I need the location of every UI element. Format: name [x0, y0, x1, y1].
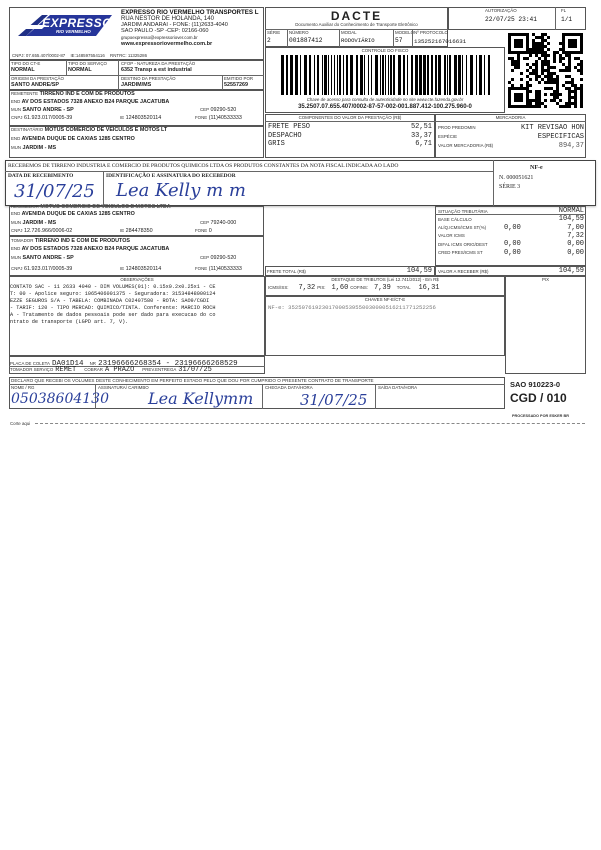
emitido-value: 52557269	[224, 82, 248, 88]
cobrar-value: A PRAZO	[104, 366, 135, 374]
prev-label: PREV.ENTREGA	[142, 367, 177, 372]
recebedor-ie: 284478350	[125, 228, 153, 234]
recebedor-cnpj: 12.726.966/0006-02	[23, 228, 73, 234]
especie-value: ESPECIFICAS	[537, 133, 584, 141]
receipt-header: RECEBEMOS DE TIRRENO INDUSTRIA E COMERCIO DE PRODUTOS QUIMICOS LTDA OS PRODUTOS CONSTANTES DA NOTA FISCAL INDICADA AO LADO	[8, 163, 399, 169]
tributo-value: 0,00	[567, 248, 584, 257]
numero-label: NÚMERO	[289, 30, 309, 35]
icms-label: ICMS/ISS:	[268, 285, 289, 290]
tipo-servico-value: NORMAL	[68, 67, 92, 73]
qr-code-icon	[508, 33, 583, 108]
address-line: www.expressoriovermelho.com.br	[121, 40, 213, 47]
handwritten-receipt-date: 31/07/25	[14, 181, 95, 202]
destino-value: JARDIM/MS	[121, 82, 152, 88]
barcode-icon	[281, 55, 491, 95]
obs-line: A - Tratamento de dados pessoais pode ser dado para execucao do co	[10, 312, 216, 318]
cgd-code: CGD / 010	[510, 391, 567, 405]
handwritten-date: 31/07/25	[300, 391, 368, 409]
recebedor-end: AVENIDA DUQUE DE CAXIAS 1285 CENTRO	[21, 211, 135, 217]
componente-value: 33,37	[410, 131, 432, 140]
address-line: grupoexpresso@expressoriover.com.br	[121, 34, 198, 40]
modal-label: MODAL	[341, 30, 357, 35]
address-line: RUA NESTOR DE HOLANDA, 140	[121, 16, 214, 22]
emitente-rntrc: RNTRC: 11325286	[110, 53, 148, 58]
cofins-value: 7,39	[374, 284, 391, 292]
placa-label: PLACA DE COLETA	[10, 361, 50, 366]
componente-name: DESPACHO	[268, 131, 302, 140]
qr-code	[508, 33, 583, 108]
tributo-row	[438, 240, 584, 248]
declaracao-text: DECLARO QUE RECEBI OS VOLUMES DESTE CONHECIMENTO EM PERFEITO ESTADO PELO QUE DOU POR CUMPRIDO O PRESENTE CONTRATO DE TRANSPORTE	[11, 378, 374, 383]
nr-label: NR	[89, 361, 96, 366]
tributo-row	[438, 215, 584, 223]
nr-value: 23196666268354 - 23196666268529	[98, 360, 238, 368]
valor-receber-value: 104,59	[558, 267, 584, 275]
componente-value: 52,51	[410, 123, 432, 131]
tributo-row	[438, 223, 584, 231]
componente-row	[268, 132, 432, 141]
nfe-serie: SÉRIE 3	[499, 184, 521, 190]
servico-value: REMET	[55, 366, 77, 374]
recebedor-label: RECEBEDOR	[11, 204, 39, 209]
destinatario-label: DESTINATÁRIO	[11, 127, 44, 132]
corte-label: Corte aqui	[10, 421, 31, 426]
componente-row	[268, 123, 432, 132]
chave-note: Chave de acesso para consulta de autenticidade no site www.cte.fazenda.gov.br	[306, 97, 464, 102]
obs-line: T: 00 - Apolice seguro: 1065406001375 - Seguradora: 31534848000124	[10, 291, 216, 297]
protocolo-label: Nº PROTOCOLO	[414, 30, 448, 35]
nome-rg-label: NOME / RG	[11, 385, 35, 390]
remetente-name: TIRRENO IND E COM DE PRODUTOS	[39, 91, 135, 97]
remetente-ie: 124803520114	[125, 115, 162, 121]
destino-label: DESTINO DA PRESTAÇÃO	[121, 76, 176, 81]
destinatario-name: MOTUS COMERCIO DE VEICULOS E MOTOS LT	[44, 127, 168, 133]
serie-value: 2	[267, 37, 271, 44]
tributo-label: VALOR ICMS	[438, 233, 465, 239]
total-tributos-value: 16,31	[418, 284, 440, 292]
emitente-cnpj: CNPJ: 07.655.407/0002-87	[12, 53, 66, 58]
emitido-label: EMITIDO POR	[224, 76, 254, 81]
logo-subtext: RIO VERMELHO	[56, 29, 91, 34]
saida-label: SAÍDA DATA/HORA	[378, 385, 418, 390]
autorizacao-label: AUTORIZAÇÃO	[485, 8, 517, 13]
tributo-label: CRED PRES/ICMS ST	[438, 250, 483, 256]
identificacao-label: IDENTIFICAÇÃO E ASSINATURA DO RECEBEDOR	[106, 173, 236, 179]
remetente-end: AV DOS ESTADOS 7328 ANEXO B24 PARQUE JACATUBA	[21, 99, 170, 105]
emitente-ids	[12, 53, 147, 58]
assinatura-label: ASSINATURA/ CARIMBO	[98, 385, 149, 390]
handwritten-rg: 05038604130	[11, 391, 109, 407]
observacoes-label: OBSERVAÇÕES	[120, 277, 154, 282]
cfop-value: 6352 Transp a est industrial	[121, 67, 192, 73]
chaves-label: CHAVES NF-E/CT-E	[364, 297, 406, 302]
remetente-mun: SANTO ANDRE - SP	[22, 107, 74, 113]
origem-value: SANTO ANDRE/SP	[11, 82, 59, 88]
destaque-label: DESTAQUE DE TRIBUTOS (Lei 12.741/2012) - Em R$	[331, 277, 439, 282]
prod-label: PROD PREDOMIN	[438, 125, 476, 130]
tributo-value: 7,00	[567, 223, 584, 232]
autorizacao-value: 22/07/25 23:41	[485, 16, 537, 23]
tomador-cnpj: 61.923.017/0005-39	[23, 266, 73, 272]
obs-line: - TARIF: 120 - TIPO MERCAD: QUIMICO/TINTA. Conferente: MARCIO ROCH	[10, 305, 216, 311]
total-tributos-label: TOTAL	[396, 285, 411, 290]
recebedor-fone: 0	[208, 228, 212, 234]
pix-label: PIX	[541, 277, 550, 282]
tomador-mun: SANTO ANDRE - SP	[22, 255, 74, 261]
tributo-value: 104,59	[558, 215, 584, 224]
placa-value: DA01D14	[52, 360, 84, 368]
nfe-label: NF-e	[530, 165, 543, 171]
valor-receber-label: VALOR A RECEBER (R$)	[438, 269, 489, 274]
tributo-pct: 0,00	[504, 248, 521, 257]
destinatario-end: AVENIDA DUQUE DE CAXIAS 1285 CENTRO	[21, 136, 135, 142]
handwritten-receipt-signature: Lea Kelly m m	[116, 180, 246, 201]
mercadoria-label: MERCADORIA	[495, 115, 526, 120]
tomador-label: TOMADOR	[11, 238, 34, 243]
recebedor-name: MOTUS COMERCIO DE VEICULOS E MOTOS LTDA	[40, 204, 171, 210]
tributo-label: BASE CÁLCULO	[438, 216, 472, 222]
componentes-list	[268, 123, 432, 149]
cobrar-label: COBRAR	[84, 367, 103, 372]
address-line: JARDIM ANDARAI - FONE: (11)2633-4040	[121, 22, 228, 29]
sao-code: SAO 910223-0	[510, 380, 561, 389]
especie-label: ESPÉCIE	[438, 134, 458, 139]
tomador-ie: 124803520114	[125, 266, 162, 272]
observacoes-text	[10, 284, 264, 326]
tomador-name: TIRRENO IND E COM DE PRODUTOS	[34, 238, 131, 244]
pis-value: 1,60	[331, 284, 349, 292]
remetente-cep: 09290-520	[210, 107, 237, 113]
tributo-label: DIFAL ICMS ORIG/DEST	[438, 241, 488, 247]
remetente-fone: (11)40533333	[208, 115, 242, 121]
company-name: EXPRESSO RIO VERMELHO TRANSPORTES L	[121, 9, 259, 16]
nfe-number: N. 000051621	[499, 175, 534, 181]
serie-label: SÉRIE	[267, 30, 281, 35]
chave-acesso: 35.2507.07.655.407/0002-87-57-002-001.887.412-100.275.960-0	[298, 104, 472, 110]
prev-value: 31/07/25	[178, 366, 212, 374]
tipo-cte-label: TIPO DO CT-E	[11, 61, 41, 66]
dacte-subtitle: Documento Auxiliar do Conhecimento de Transporte Eletrônico	[295, 22, 418, 27]
fl-value: 1/1	[561, 16, 573, 23]
address-line: SAO PAULO -SP -CEP: 02166-060	[121, 28, 209, 35]
processado-label: PROCESSADO POR ESKER BR	[512, 414, 569, 418]
protocolo-value: 135252167016631	[414, 38, 467, 45]
sit-trib-label: SITUAÇÃO TRIBUTÁRIA	[438, 209, 488, 214]
chegada-label: CHEGADA DATA/HORA	[265, 385, 313, 390]
corte-line	[35, 423, 585, 424]
frete-total-label: FRETE TOTAL (R$)	[267, 269, 306, 274]
company-address	[121, 16, 228, 47]
obs-line: EZZE SEGUROS S/A - TABELA: COMBINADA C02407580 - ROTA: SAO9/CGDI	[10, 298, 210, 304]
servico-row	[10, 366, 212, 374]
emitente-ie: IE:148597554116	[70, 53, 105, 58]
tipo-servico-label: TIPO DO SERVIÇO	[68, 61, 107, 66]
tributo-value: 0,00	[567, 240, 584, 249]
remetente-cnpj: 61.923.017/0005-39	[23, 115, 73, 121]
tomador-cep: 09290-520	[210, 255, 237, 261]
tipo-cte-value: NORMAL	[11, 67, 35, 73]
recebedor-mun: JARDIM - MS	[22, 220, 57, 226]
componente-name: FRETE PESO	[268, 123, 311, 131]
company-logo	[16, 11, 114, 39]
pix-box	[505, 276, 586, 374]
obs-line: ntrato de transporte (LGPD art. 7, V).	[10, 319, 129, 325]
tributo-row	[438, 249, 584, 257]
tomador-end: AV DOS ESTADOS 7328 ANEXO B24 PARQUE JACATUBA	[21, 246, 170, 252]
valor-merc-value: 894,37	[558, 142, 584, 150]
tomador-fone: (11)40533333	[208, 266, 242, 272]
cfop-label: CFOP - NATUREZA DA PRESTAÇÃO	[121, 61, 196, 66]
numero-value: 001887412	[289, 37, 323, 44]
destaque-values	[268, 284, 439, 292]
frete-total-value: 104,59	[406, 267, 432, 275]
data-recebimento-label: DATA DE RECEBIMENTO	[8, 173, 74, 179]
barcode	[281, 55, 491, 95]
tributo-value: 7,32	[567, 231, 584, 240]
cofins-label: COFINS:	[350, 285, 369, 290]
controle-fisco-label: CONTROLE DO FISCO	[361, 48, 409, 53]
dacte-title: DACTE	[330, 9, 383, 23]
sit-trib-value: NORMAL	[558, 207, 584, 215]
valor-merc-label: VALOR MERCADORIA (R$)	[438, 143, 494, 148]
tributo-pct: 0,00	[504, 240, 521, 249]
modal-value: RODOVIÁRIO	[341, 37, 375, 44]
componente-name: GRIS	[268, 140, 285, 148]
origem-label: ORIGEM DA PRESTAÇÃO	[11, 76, 64, 81]
recebedor-cep: 79240-000	[210, 220, 237, 226]
modelo-label: MODELO	[395, 30, 415, 35]
handwritten-signature: Lea Kellymm	[148, 389, 254, 408]
obs-line: CONTATO SAC - 11 2633 4040 - DIM VOLUMES(01): 0.15x0.2x0.25x1 - CE	[10, 284, 216, 290]
tributo-label: ALÍQ.ICMS/ICMS ST(%)	[438, 225, 487, 231]
componentes-label: COMPONENTES DO VALOR DA PRESTAÇÃO (R$)	[298, 115, 402, 120]
pis-label: PIS:	[317, 285, 326, 290]
prod-value: KIT REVISAO HON	[520, 124, 584, 132]
componente-row	[268, 140, 432, 149]
modelo-value: 57	[395, 37, 403, 44]
remetente-label: REMETENTE	[11, 91, 39, 96]
icms-value: 7,32	[298, 284, 316, 292]
chaves-value: NF-e: 35250761923017000539550030000516211771252256	[268, 304, 436, 311]
logo-text: EXPRESSO	[42, 16, 113, 30]
tributo-pct: 0,00	[504, 223, 521, 232]
tributo-row	[438, 232, 584, 240]
fl-label: FL	[561, 8, 567, 13]
destinatario-mun: JARDIM - MS	[22, 145, 57, 151]
componente-value: 6,71	[415, 140, 432, 148]
tributos-rows	[438, 215, 584, 257]
servico-label: TOMADOR SERVIÇO	[10, 367, 54, 372]
